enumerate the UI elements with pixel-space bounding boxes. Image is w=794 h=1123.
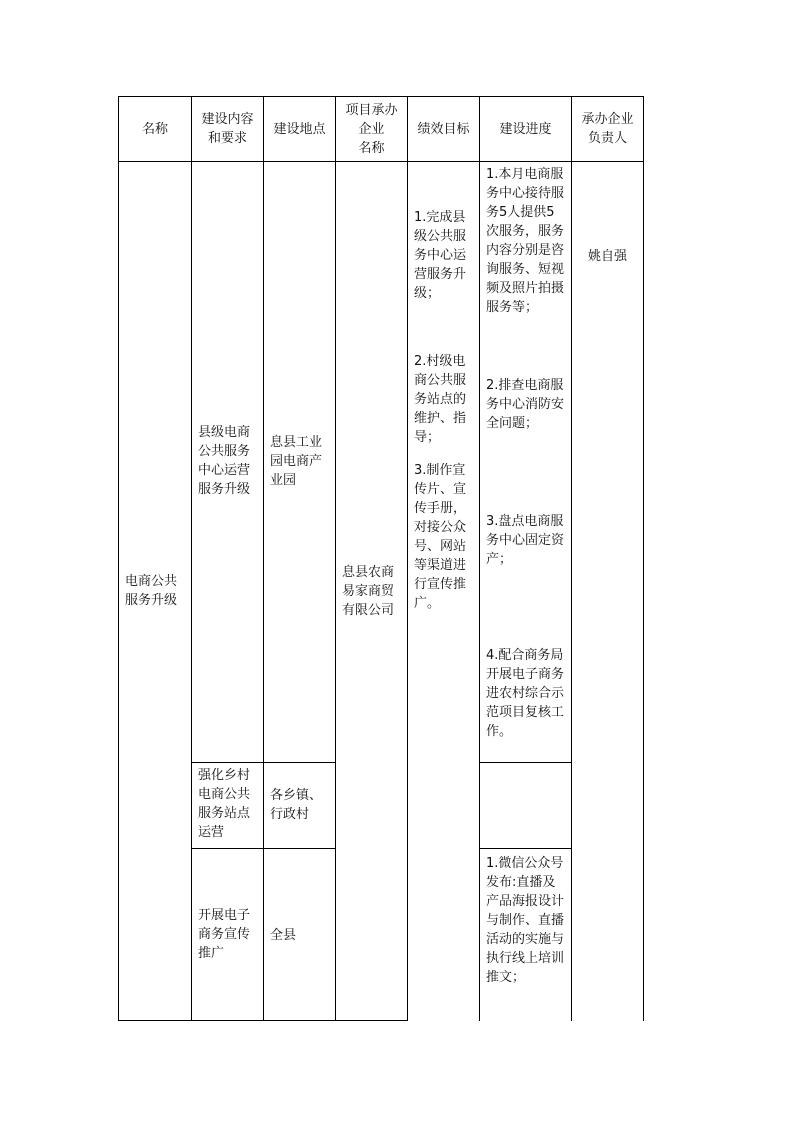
target-2-cell	[414, 352, 476, 447]
col-border-6	[571, 96, 572, 1021]
header-content-line-2: 和要求	[207, 131, 247, 146]
col-border-2	[263, 96, 264, 1021]
progress-1: 1.本月电商服务中心接待服务5人提供5次服务，服务内容分别是咨询服务、短视频及照片拍摄服务等；	[486, 167, 565, 315]
header-company-line-1: 项目承办	[345, 102, 398, 118]
header-content-line-1: 建设内容	[201, 112, 254, 127]
company-name-cell	[342, 563, 404, 620]
progress-4-cell	[486, 646, 566, 741]
header-name-label: 名称	[141, 121, 168, 137]
header-progress	[480, 97, 571, 161]
progress-2: 2.排查电商服务中心消防安全问题；	[486, 378, 565, 431]
col-border-1	[191, 96, 192, 1021]
owner-name: 姚自强	[587, 249, 627, 264]
row2-location: 各乡镇、行政村	[270, 788, 323, 822]
header-company-line-2: 企业	[358, 121, 385, 137]
owner-name-cell	[572, 247, 643, 266]
project-name-cell	[125, 572, 185, 610]
header-company	[336, 97, 407, 161]
progress-3: 3.盘点电商服务中心固定资产；	[486, 514, 565, 567]
target-3-cell	[414, 461, 476, 613]
target-3: 3.制作宣传片、宣传手册，对接公众号、网站等渠道进行宣传推广。	[414, 463, 467, 611]
target-1-cell	[414, 208, 476, 303]
progress-6-cell	[486, 854, 566, 987]
row1-content-cell	[198, 423, 258, 499]
project-name: 电商公共服务升级	[125, 574, 178, 608]
row1-content: 县级电商公共服务中心运营服务升级	[198, 425, 251, 497]
progress2-bottom-border	[479, 848, 571, 849]
progress-3-cell	[486, 512, 566, 569]
progress-6: 1.微信公众号发布:直播及产品海报设计与制作、直播活动的实施与执行线上培训推文；	[486, 856, 565, 985]
header-owner	[572, 97, 643, 161]
header-target-label: 绩效目标	[417, 121, 470, 137]
target-1: 1.完成县级公共服务中心运营服务升级；	[414, 210, 467, 301]
col-border-3	[335, 96, 336, 1021]
col-border-0	[118, 96, 119, 1021]
header-location-label: 建设地点	[273, 121, 326, 137]
col-border-5	[479, 96, 480, 1021]
row3-content-cell	[198, 906, 258, 963]
header-bottom-border	[118, 161, 644, 162]
header-progress-label: 建设进度	[499, 121, 552, 137]
row1-location: 息县工业园电商产业园	[270, 435, 323, 488]
header-target	[408, 97, 479, 161]
progress-4: 4.配合商务局开展电子商务进农村综合示范项目复核工作。	[486, 648, 565, 739]
col-border-7	[643, 96, 644, 1021]
progress-1-cell	[486, 165, 566, 317]
row1-location-cell	[270, 433, 332, 490]
header-location	[264, 97, 335, 161]
row2-content: 强化乡村电商公共服务站点运营	[198, 768, 251, 840]
header-owner-line-1: 承办企业	[581, 112, 634, 127]
row3-location-cell	[270, 926, 332, 945]
progress1-bottom-border	[479, 762, 571, 763]
company-name: 息县农商易家商贸有限公司	[342, 565, 395, 618]
target-2: 2.村级电商公共服务站点的维护、指导；	[414, 354, 467, 445]
row2-content-cell	[198, 766, 258, 842]
row3-content: 开展电子商务宣传推广	[198, 908, 251, 961]
progress-2-cell	[486, 376, 566, 433]
header-company-line-3: 名称	[358, 140, 385, 156]
header-owner-line-2: 负责人	[587, 131, 627, 146]
row3-location: 全县	[270, 928, 297, 943]
row2-location-cell	[270, 786, 332, 824]
header-name	[119, 97, 191, 161]
header-content	[192, 97, 263, 161]
col-border-4	[407, 96, 408, 1021]
